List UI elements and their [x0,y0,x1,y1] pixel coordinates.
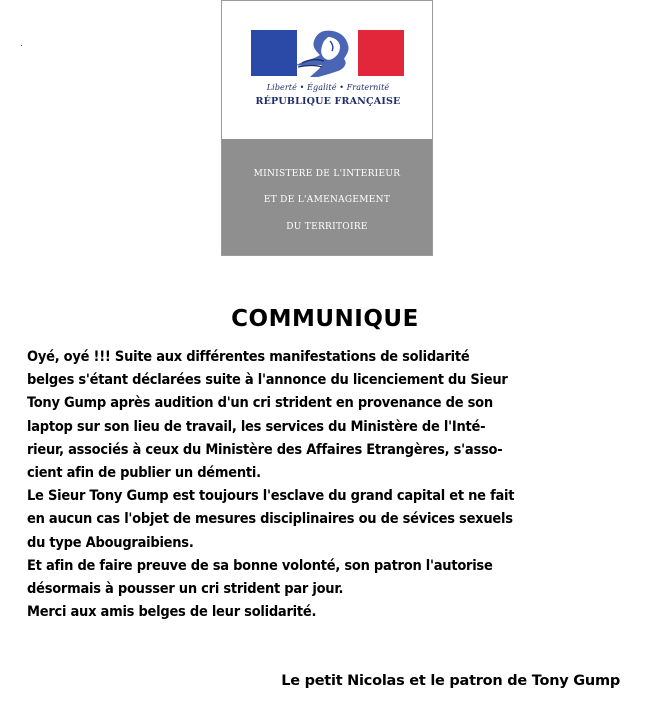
body-line: Et afin de faire preuve de sa bonne volonté, son patron l'autorise [27,557,493,574]
republic-name: RÉPUBLIQUE FRANÇAISE [255,96,401,107]
body-line: rieur, associés à ceux du Ministère des Affaires Etrangères, s'asso- [27,441,503,458]
republic-motto: Liberté • Égalité • Fraternité [266,83,390,92]
body-line: Merci aux amis belges de leur solidarité. [27,604,317,621]
signature: Le petit Nicolas et le patron de Tony Gump [281,673,620,689]
body-line: cient afin de publier un démenti. [27,465,261,482]
body-line: belges s'étant déclarées suite à l'annonce du licenciement du Sieur [27,372,508,389]
government-logo [221,0,433,256]
marianne-icon [284,29,374,79]
ministry-line-1: MINISTERE DE L'INTERIEUR [253,169,401,179]
page-title: COMMUNIQUE [231,306,419,332]
body-line: en aucun cas l'objet de mesures disciplinaires ou de sévices sexuels [27,511,513,528]
body-line: laptop sur son lieu de travail, les services du Ministère de l'Inté- [27,418,486,435]
ministry-box [222,139,432,255]
ministry-line-2: ET DE L'AMENAGEMENT [263,195,391,205]
body-line: Le Sieur Tony Gump est toujours l'esclave du grand capital et ne fait [27,488,515,505]
ministry-line-3: DU TERRITOIRE [286,222,368,232]
body-line: Oyé, oyé !!! Suite aux différentes manifestations de solidarité [27,349,470,365]
speck-mark [21,45,22,46]
body-line: du type Abougraibiens. [27,534,194,551]
marianne-logo [222,1,432,139]
communique-body [27,346,637,624]
body-line: Tony Gump après audition d'un cri strident en provenance de son [27,395,493,412]
body-line: désormais à pousser un cri strident par jour. [27,581,344,598]
